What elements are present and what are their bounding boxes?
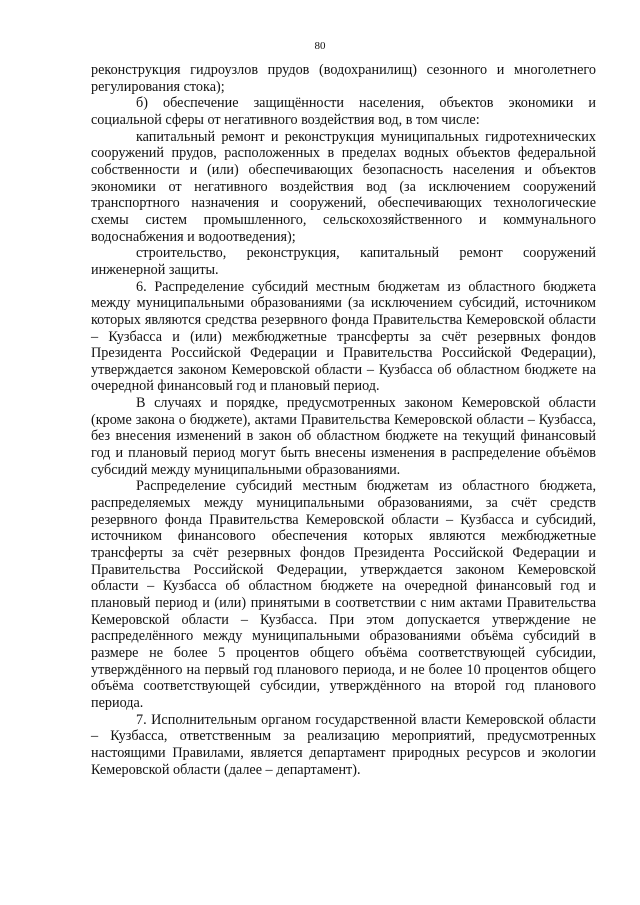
paragraph-item-b: б) обеспечение защищённости населения, объектов экономики и социальной сферы от негативного воздействия вод, в том числе: [91,95,596,128]
page-number: 80 [314,40,326,52]
paragraph-repair: капитальный ремонт и реконструкция муниципальных гидротехнических сооружений прудов, расположенных в пределах водных объектов федеральной собственности и (или) обеспечивающих безопасность населения и объектов экономики от негативного воздействия вод (за исключением сооружений транспортного назначения и сооружений, обеспечивающих технологические схемы систем промышленного, сельскохозяйственного и коммунального водоснабжения и водоотведения); [91,128,596,245]
document-body [91,62,596,778]
paragraph-construction: строительство, реконструкция, капитальный ремонт сооружений инженерной защиты. [91,245,596,278]
paragraph-6: 6. Распределение субсидий местным бюджетам из областного бюджета между муниципальными образованиями (за исключением субсидий, источником которых являются средства резервного фонда Правительства Кемеровской области – Кузбасса и (или) межбюджетные трансферты за счёт резервных фондов Президента Российской Федерации и Правительства Российской Федерации), утверждается законом Кемеровской области – Кузбасса об областном бюджете на очередной финансовый год и плановый период. [91,278,596,395]
paragraph-continuation: реконструкция гидроузлов прудов (водохранилищ) сезонного и многолетнего регулирования стока); [91,62,596,95]
paragraph-distribution: Распределение субсидий местным бюджетам из областного бюджета, распределяемых между муниципальными образованиями, за счёт средств резервного фонда Правительства Кемеровской области – Кузбасса и субсидий, источником финансового обеспечения которых являются межбюджетные трансферты за счёт резервных фондов Президента Российской Федерации и Правительства Российской Федерации, утверждается законом Кемеровской области – Кузбасса об областном бюджете на очередной финансовый год и плановый период и (или) принятыми в соответствии с ним актами Правительства Кемеровской области – Кузбасса. При этом допускается утверждение не распределённого между муниципальными образованиями объёма субсидий в размере не более 5 процентов общего объёма соответствующей субсидии, утверждённого на первый год планового периода, и не более 10 процентов общего объёма соответствующей субсидии, утверждённого на второй год планового периода. [91,478,596,711]
paragraph-7: 7. Исполнительным органом государственной власти Кемеровской области – Кузбасса, ответственным за реализацию мероприятий, предусмотренных настоящими Правилами, является департамент природных ресурсов и экологии Кемеровской области (далее – департамент). [91,711,596,778]
paragraph-changes: В случаях и порядке, предусмотренных законом Кемеровской области (кроме закона о бюджете), актами Правительства Кемеровской области – Кузбасса, без внесения изменений в закон об областном бюджете на текущий финансовый год и плановый период могут быть внесены изменения в распределение объёмов субсидий между муниципальными образованиями. [91,395,596,478]
